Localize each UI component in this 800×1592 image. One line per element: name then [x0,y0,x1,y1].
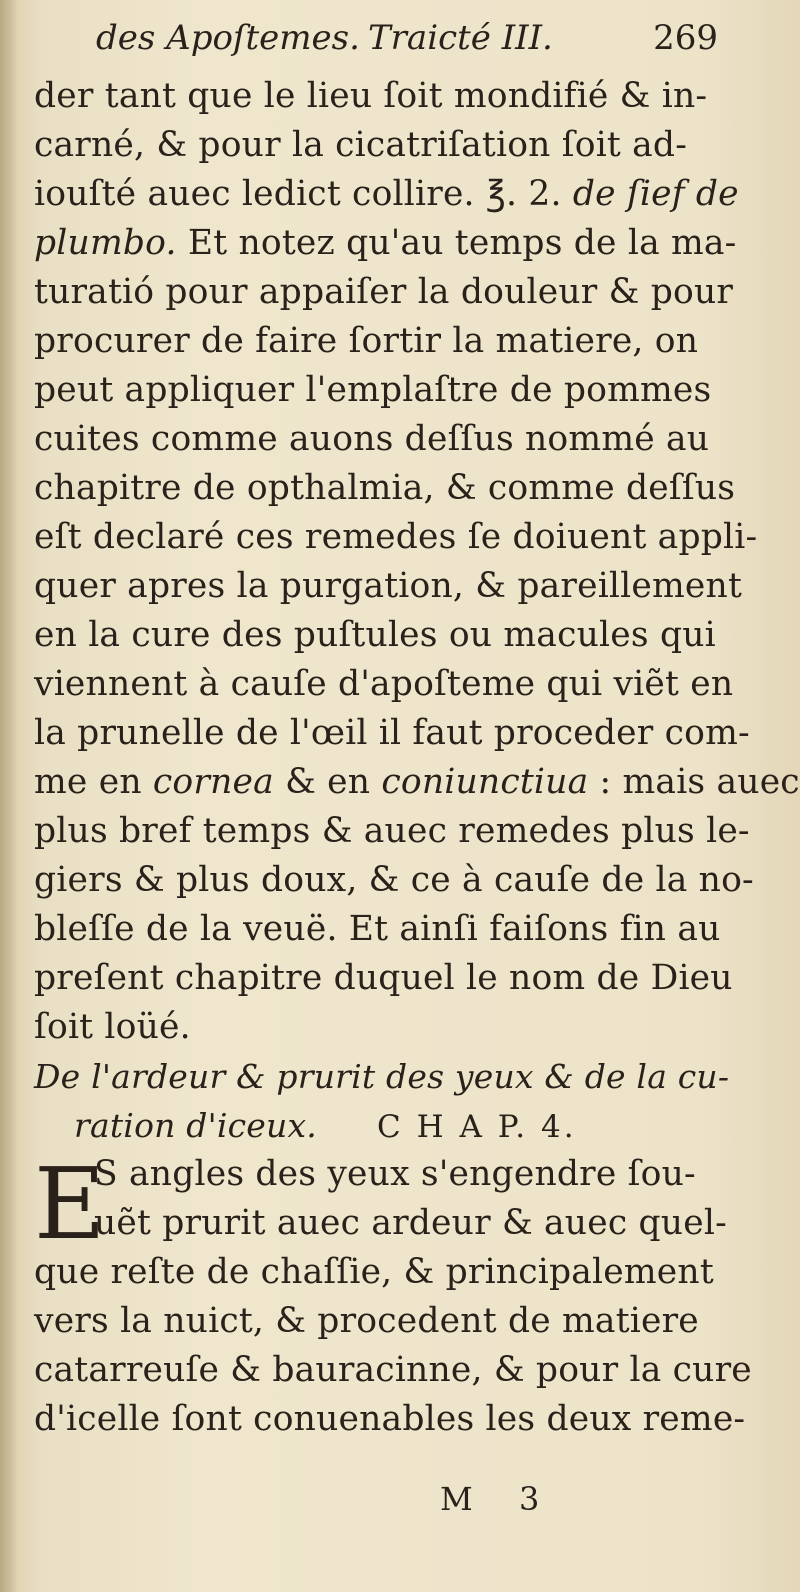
text-line: preſent chapitre duquel le nom de Dieu [34,958,733,998]
text-line: ſoit loüé. [34,1007,191,1047]
text-line: me en cornea & en coniunctiua : mais auec [34,762,800,802]
italic-latin: de ſief de [572,174,739,214]
text-line: der tant que le lieu ſoit mondifié & in- [34,76,708,116]
drop-cap: E [34,1148,106,1262]
text-line: eſt declaré ces remedes ſe doiuent appli- [34,517,758,557]
italic-latin: plumbo. [34,223,177,263]
text-line: catarreuſe & bauracinne, & pour la cure [34,1350,752,1390]
text-line: que reſte de chaſſie, & principalement [34,1252,714,1292]
chapter-heading-cont: ration d'iceux. C H A P. 4. [74,1106,577,1145]
chapter-heading: De l'ardeur & prurit des yeux & de la cu- [34,1057,730,1096]
text-line: procurer de faire ſortir la matiere, on [34,321,699,361]
text-line: cuites comme auons deſſus nommé au [34,419,710,459]
italic-latin: cornea [152,762,274,802]
text-line: iouſté auec ledict collire. ℥. 2. de ſief de [34,174,739,214]
chapter-label: C H A P. 4. [377,1109,577,1145]
text-line: turatió pour appaiſer la douleur & pour [34,272,734,312]
italic-latin: coniunctiua [381,762,589,802]
text-line: bleſſe de la veuë. Et ainſi faiſons fin au [34,909,721,949]
text-line: la prunelle de l'œil il faut proceder com- [34,713,750,753]
text-line: giers & plus doux, & ce à cauſe de la no- [34,860,754,900]
text-line: vers la nuict, & procedent de matiere [34,1301,699,1341]
text-line: plumbo. Et notez qu'au temps de la ma- [34,223,737,263]
main-text [34,72,800,1444]
text-line: peut appliquer l'emplaſtre de pommes [34,370,712,410]
text-line: S angles des yeux s'engendre ſou- [94,1154,696,1194]
chapter-paragraph [34,1148,752,1444]
text-line: uẽt prurit auec ardeur & auec quel- [94,1203,727,1243]
text-line: en la cure des puſtules ou macules qui [34,615,716,655]
running-header [78,12,718,70]
text-line: d'icelle ſont conuenables les deux reme- [34,1399,746,1439]
gutter-shadow [0,0,18,1592]
text-line: plus bref temps & auec remedes plus le- [34,811,750,851]
running-title: des Apoſtemes. [96,18,360,58]
text-line: chapitre de opthalmia, & comme deſſus [34,468,736,508]
text-line: quer apres la purgation, & pareillement [34,566,743,606]
text-line: carné, & pour la cicatriſation ſoit ad- [34,125,688,165]
signature-mark: M 3 [440,1480,558,1518]
page-number: 269 [653,18,718,58]
section-title: Traicté III. [368,18,553,58]
text-line: viennent à cauſe d'apoſteme qui viẽt en [34,664,734,704]
